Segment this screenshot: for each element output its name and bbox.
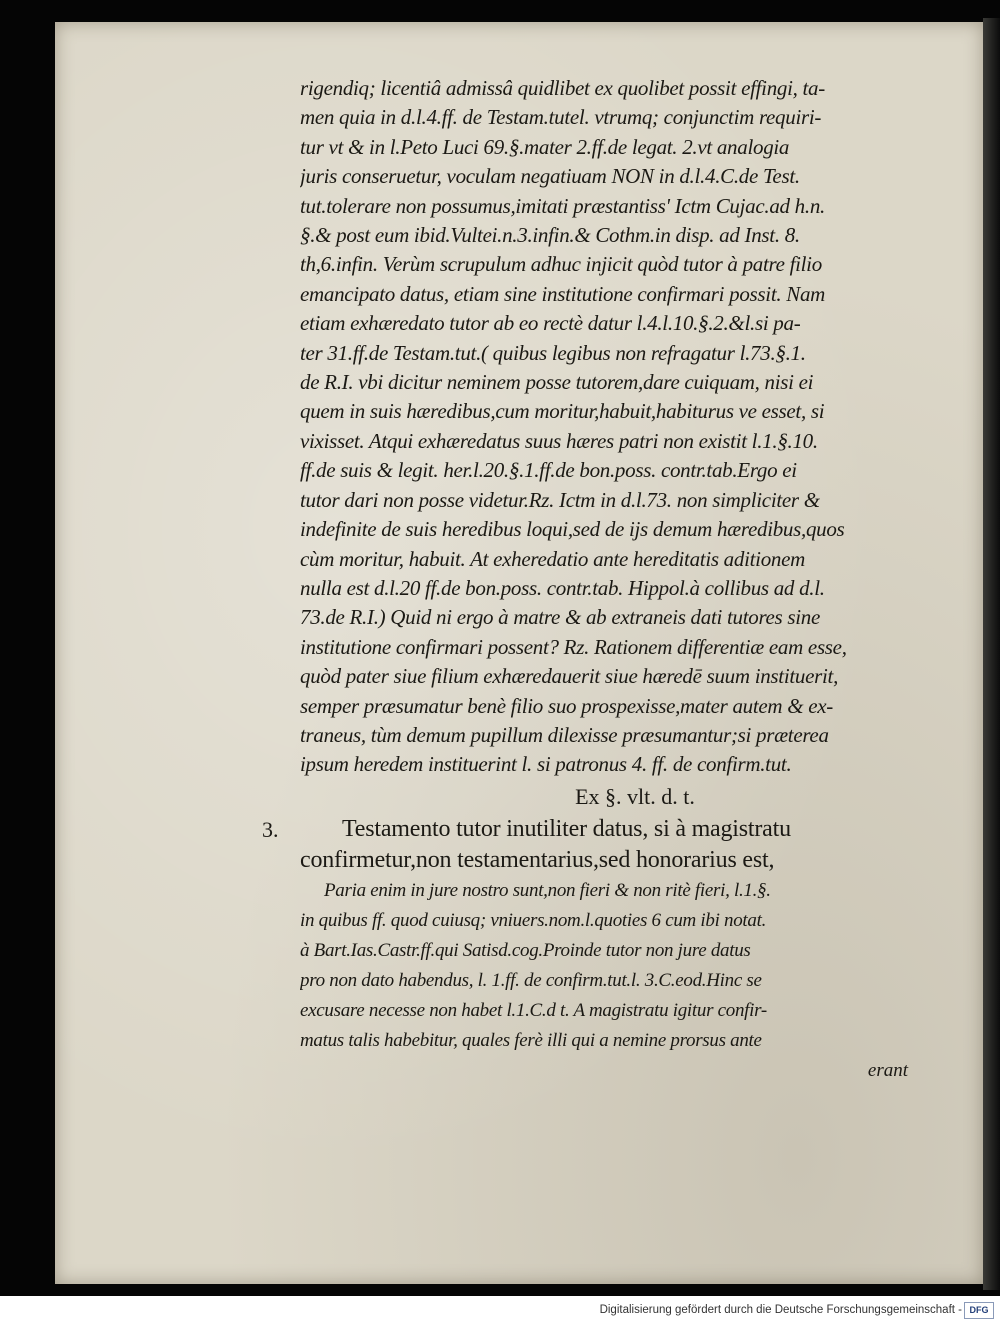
body-line: vixisset. Atqui exhæredatus suus hæres patri non existit l.1.§.10. [300, 428, 818, 453]
body-line: ff.de suis & legit. her.l.20.§.1.ff.de bon.poss. contr.tab.Ergo ei [300, 458, 797, 483]
commentary-line: matus talis habebitur, quales ferè illi qui a nemine prorsus ante [300, 1029, 762, 1051]
body-line: nulla est d.l.20 ff.de bon.poss. contr.tab. Hippol.à collibus ad d.l. [300, 575, 825, 600]
body-line: cùm moritur, habuit. At exheredatio ante hereditatis aditionem [300, 546, 805, 571]
body-line: quem in suis hæredibus,cum moritur,habuit,habiturus ve esset, si [300, 399, 825, 424]
body-line: ter 31.ff.de Testam.tut.( quibus legibus non refragatur l.73.§.1. [300, 340, 806, 365]
page-text [262, 74, 930, 1086]
body-line: indefinite de suis heredibus loqui,sed de ijs demum hæredibus,quos [300, 517, 845, 542]
body-line: ipsum heredem instituerint l. si patronus 4. ff. de confirm.tut. [300, 752, 792, 777]
book-edge [983, 18, 1000, 1290]
body-line: tur vt & in l.Peto Luci 69.§.mater 2.ff.de legat. 2.vt analogia [300, 134, 790, 159]
body-line: tutor dari non posse videtur.Rz. Ictm in d.l.73. non simpliciter & [300, 487, 820, 512]
body-line: etiam exhæredato tutor ab eo rectè datur l.4.l.10.§.2.&l.si pa- [300, 311, 801, 336]
commentary-line: excusare necesse non habet l.1.C.d t. A magistratu igitur confir- [300, 999, 767, 1021]
rule-line: confirmetur,non testamentarius,sed honorarius est, [300, 846, 775, 873]
footer-bar [0, 1296, 1000, 1326]
commentary-line: pro non dato habendus, l. 1.ff. de confirm.tut.l. 3.C.eod.Hinc se [300, 969, 762, 991]
rule-statement [262, 814, 930, 876]
commentary-line: in quibus ff. quod cuiusq; vniuers.nom.l.quoties 6 cum ibi notat. [300, 909, 767, 931]
catchword: erant [867, 1059, 908, 1081]
body-line: institutione confirmari possent? Rz. Rationem differentiæ eam esse, [300, 634, 847, 659]
commentary-line: à Bart.Ias.Castr.ff.qui Satisd.cog.Proinde tutor non jure datus [300, 939, 751, 961]
body-line: juris conseruetur, voculam negatiuam NON in d.l.4.C.de Test. [300, 164, 800, 189]
body-line: th,6.infin. Verùm scrupulum adhuc injicit quòd tutor à patre filio [300, 252, 822, 277]
body-line: tut.tolerare non possumus,imitati præstantiss' Ictm Cujac.ad h.n. [300, 193, 825, 218]
body-line: emancipato datus, etiam sine institutione confirmari possit. Nam [300, 281, 826, 306]
body-line: quòd pater siue filium exhæredauerit siue hæredē suum instituerit, [300, 664, 839, 689]
margin-number: 3. [262, 816, 279, 842]
body-line: traneus, tùm demum pupillum dilexisse præsumantur;si præterea [300, 722, 829, 747]
body-paragraph [300, 74, 930, 780]
section-heading: Ex §. vlt. d. t. [575, 783, 695, 809]
body-line: rigendiq; licentiâ admissâ quidlibet ex quolibet possit effingi, ta- [300, 76, 825, 100]
body-line: men quia in d.l.4.ff. de Testam.tutel. vtrumq; conjunctim requiri- [300, 105, 822, 130]
funding-credit: Digitalisierung gefördert durch die Deutsche Forschungsgemeinschaft - [599, 1304, 962, 1316]
body-line: §.& post eum ibid.Vultei.n.3.infin.& Cothm.in disp. ad Inst. 8. [300, 223, 800, 248]
commentary-paragraph [300, 876, 930, 1056]
body-line: semper præsumatur benè filio suo prospexisse,mater autem & ex- [300, 693, 833, 718]
dfg-logo: DFG [964, 1302, 994, 1319]
body-line: de R.I. vbi dicitur neminem posse tutorem,dare cuiquam, nisi ei [300, 370, 814, 395]
body-line: 73.de R.I.) Quid ni ergo à matre & ab extraneis dati tutores sine [300, 605, 821, 630]
rule-line: Testamento tutor inutiliter datus, si à magistratu [342, 815, 791, 842]
commentary-line: Paria enim in jure nostro sunt,non fieri & non ritè fieri, l.1.§. [324, 879, 771, 901]
